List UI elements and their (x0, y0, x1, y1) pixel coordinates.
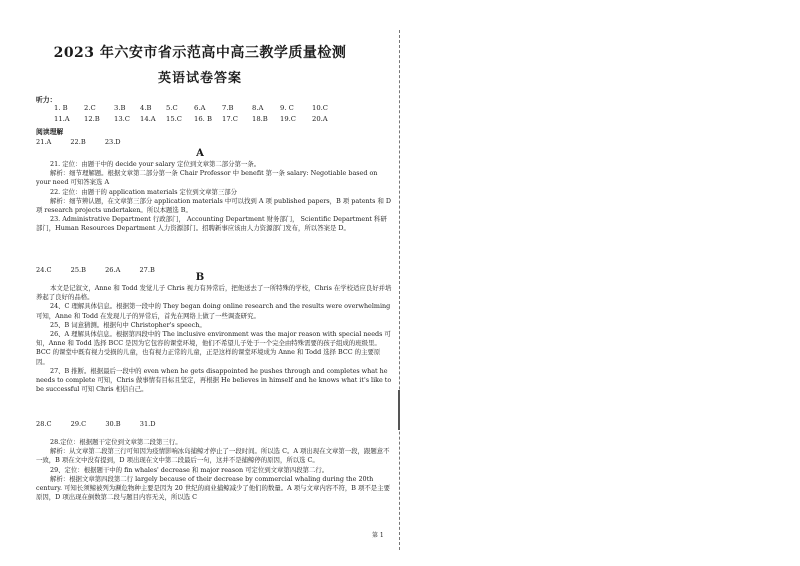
answer-cell: 16. B (194, 115, 212, 123)
binding-mark (398, 390, 404, 430)
answers-group-c (36, 420, 173, 428)
section-b-explanations (36, 284, 392, 394)
answer-cell: 3.B (114, 104, 126, 112)
answer-cell: 1. B (54, 104, 68, 112)
answer-item: 28.C (36, 420, 52, 428)
section-heading-b: B (195, 272, 205, 283)
answer-item: 22.B (70, 138, 86, 146)
answer-cell: 19.C (280, 115, 297, 123)
section-heading-a: A (196, 148, 204, 159)
explanation-paragraph: 解析：细节理解题。根据文章第二部分第一条 Chair Professor 中 benefit 第一条 salary: Negotiable based on your need 可知答案选 A (36, 169, 378, 187)
explanation-paragraph: 本文是记叙文，Anne 和 Todd 发觉儿子 Chris 视力有异常后，把他送去了一所特殊的学校，Chris 在学校适应良好并培养起了良好的品格。 (36, 284, 392, 302)
answer-item: 27.B (139, 266, 155, 274)
answer-cell: 5.C (166, 104, 178, 112)
section-a-explanations (36, 160, 392, 234)
answer-cell: 12.B (84, 115, 100, 123)
listening-label: 听力： (36, 96, 57, 104)
explanation-paragraph: 28.定位：根据题干定位到文章第二段第三行。 (50, 438, 182, 446)
answer-cell: 6.A (194, 104, 206, 112)
explanation-paragraph: 24、C 理解具体信息。根据第一段中的 They began doing online research and the results were overwhelming 可知，Anne 和 Todd 在发现儿子的异常后，首先在网络上做了一些调查研究。 (36, 302, 391, 320)
answer-cell: 7.B (222, 104, 234, 112)
page-number: 第 1 (372, 532, 384, 539)
explanation-paragraph: 解析：从文章第二段第三行可知因为疫情影响冰岛捕鲸才停止了一段时间。所以选 C。A 项出现在文章第一段，跟题意不一致，B 项在文中没有提到，D 项出现在文中第二段最后一句，这并不是捕鲸停的原因，所以选 C。 (36, 447, 390, 465)
answer-cell: 14.A (140, 115, 156, 123)
answer-cell: 8.A (252, 104, 264, 112)
answer-cell: 13.C (114, 115, 131, 123)
answer-cell: 11.A (54, 115, 70, 123)
answer-cell: 10.C (312, 104, 329, 112)
page-subtitle: 英语试卷答案 (157, 71, 242, 86)
fold-divider (399, 30, 400, 550)
answer-item: 21.A (36, 138, 52, 146)
explanation-paragraph: 26、A 理解具体信息。根据第四段中的 The inclusive environment was the major reason with special needs 可知，Anne 和 Todd 选择 BCC 是因为它包容的课堂环境，他们不希望儿子处于一个完全由特殊需要的孩子组成的班级里。BCC 的课堂中既有视力受损的儿童，也有视力正常的儿童，正是这样的课堂环境成为 Anne 和 Todd 选择 BCC 的主要原因。 (36, 330, 391, 366)
answer-cell: 9. C (280, 104, 294, 112)
explanation-paragraph: 21. 定位：由题干中的 decide your salary 定位到文章第二部分第一条。 (50, 160, 261, 168)
answer-item: 30.B (105, 420, 121, 428)
answers-group-a (36, 138, 138, 146)
answer-item: 26.A (105, 266, 121, 274)
page-title: 2023 年六安市省示范高中高三教学质量检测 (53, 45, 347, 61)
answer-item: 25.B (70, 266, 86, 274)
explanation-paragraph: 22. 定位：由题干的 application materials 定位到文章第三部分 (50, 187, 238, 196)
answer-cell: 15.C (166, 115, 183, 123)
explanation-paragraph: 29、定位：根据题干中的 fin whales' decrease 和 major reason 可定位到文章第四段第二行。 (50, 465, 329, 474)
explanation-paragraph: 解析：细节辨认题，在文章第三部分 application materials 中可以找到 A 项 published papers，B 项 patents 和 D 项 research projects undertaken。所以本题选 B。 (36, 196, 392, 215)
explanation-paragraph: 23. Administrative Department 行政部门， Accounting Department 财务部门， Scientific Department 科研部门，Human Resources Department 人力资源部门。招聘新事应该由人力资源部门发布，所以答案是 D。 (36, 215, 387, 233)
answer-item: 29.C (70, 420, 87, 428)
explanation-paragraph: 解析：根据文章第四段第二行 largely because of their decrease by commercial whaling during the 20th century. 可知长须鲸被列为濒危物种主要是因为 20 世纪的商业捕鲸减少了他们的数量。A 项与文章内容不符，B 项不是主要原因，D 项出现在倒数第二段与题目内容无关，所以选 C (36, 474, 390, 502)
answer-item: 24.C (36, 266, 52, 274)
explanation-paragraph: 27、B 推断。根据最后一段中的 even when he gets disappointed he pushes through and completes what he needs to complete 可知，Chris 做事情有目标且坚定，再根据 He believes in himself and he knows what it's like to be successful 可知 Chris 相信自己。 (36, 366, 392, 394)
answer-item: 23.D (104, 138, 121, 146)
section-c-explanations (36, 438, 392, 502)
answer-cell: 2.C (84, 104, 96, 112)
answer-cell: 20.A (312, 115, 328, 123)
answer-item: 31.D (139, 420, 156, 428)
answer-cell: 18.B (252, 115, 268, 123)
reading-label: 阅读理解 (36, 128, 64, 136)
answer-cell: 4.B (140, 104, 152, 112)
explanation-paragraph: 25、B 词意猜测。根据句中 Christopher's speech。 (50, 320, 206, 329)
answer-cell: 17.C (222, 115, 239, 123)
